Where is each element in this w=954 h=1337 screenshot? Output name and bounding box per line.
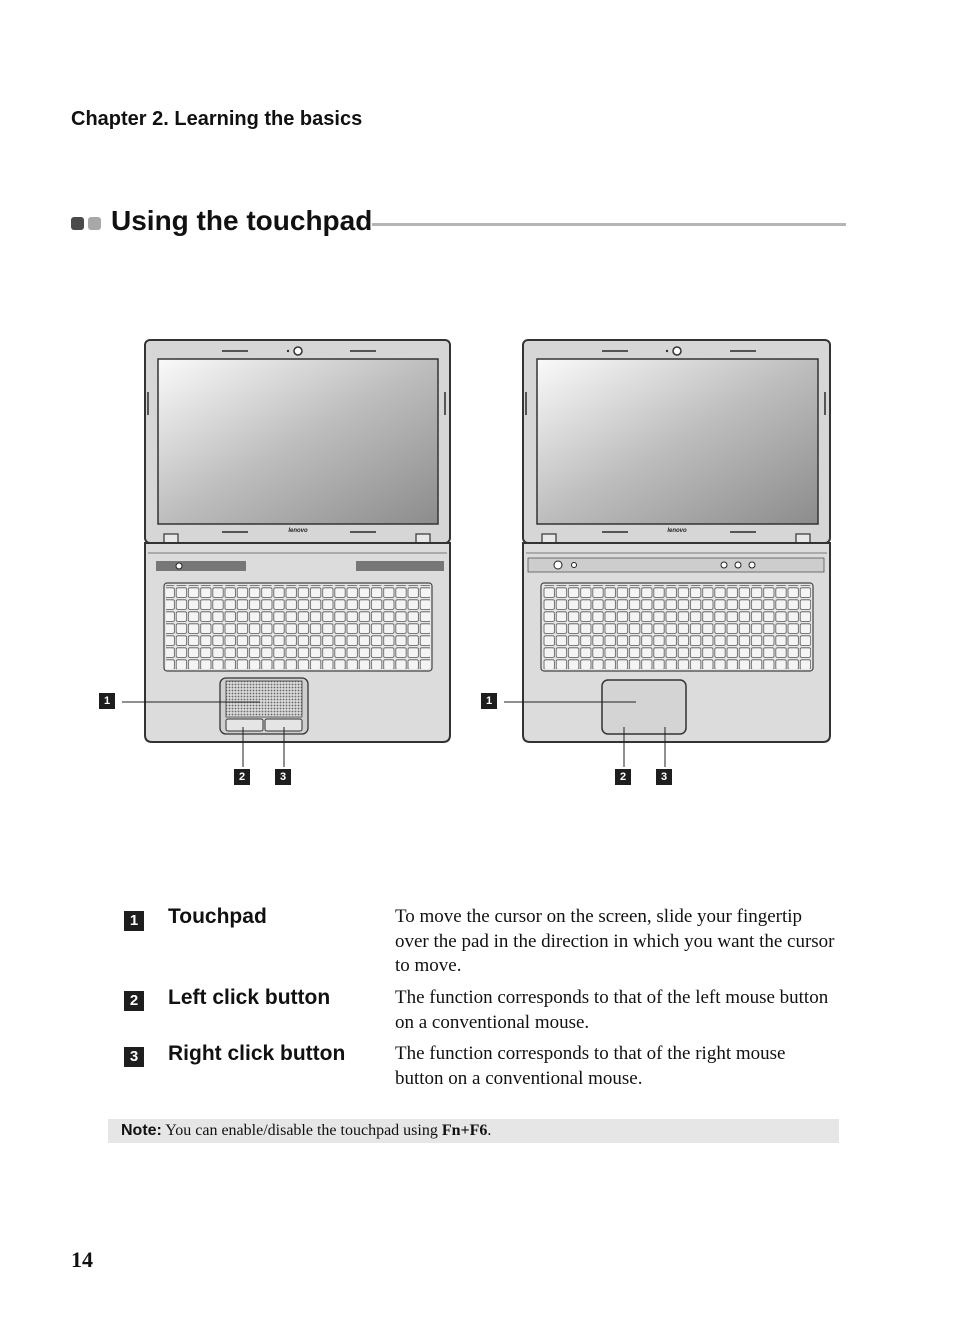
callout-right-click-left: 3 bbox=[275, 769, 291, 785]
legend-term: Left click button bbox=[168, 986, 331, 1009]
laptop-drawing-right bbox=[470, 335, 840, 795]
page-number: 14 bbox=[71, 1247, 93, 1272]
callout-left-click-right: 2 bbox=[615, 769, 631, 785]
callout-left-click-left: 2 bbox=[234, 769, 250, 785]
note-text: You can enable/disable the touchpad using bbox=[165, 1122, 438, 1139]
note-label: Note: bbox=[121, 1122, 162, 1139]
chapter-heading: Chapter 2. Learning the basics bbox=[71, 108, 363, 130]
callout-right-click-right: 3 bbox=[656, 769, 672, 785]
laptop-illustration-right bbox=[470, 335, 840, 800]
legend-number-box: 2 bbox=[124, 991, 144, 1011]
section-header bbox=[71, 203, 846, 243]
laptop-drawing-left bbox=[90, 335, 460, 795]
light-square-icon bbox=[88, 217, 101, 230]
legend-description: To move the cursor on the screen, slide your fingertip over the pad in the direction in which you want the cursor to move. bbox=[395, 906, 835, 976]
note-period: . bbox=[487, 1122, 492, 1139]
legend-term: Right click button bbox=[168, 1042, 346, 1065]
dark-square-icon bbox=[71, 217, 84, 230]
legend-number-box: 1 bbox=[124, 911, 144, 931]
legend-description: The function corresponds to that of the right mouse button on a conventional mouse. bbox=[395, 1043, 786, 1089]
note-box bbox=[108, 1119, 839, 1143]
callout-touchpad-right: 1 bbox=[481, 693, 497, 709]
legend-term: Touchpad bbox=[168, 905, 267, 928]
lenovo-logo: lenovo bbox=[667, 528, 687, 534]
laptop-illustration-left bbox=[90, 335, 460, 800]
callout-touchpad-left: 1 bbox=[99, 693, 115, 709]
note-keys: Fn+F6 bbox=[441, 1122, 488, 1139]
legend-description: The function corresponds to that of the left mouse button on a conventional mouse. bbox=[395, 987, 829, 1033]
section-title: Using the touchpad bbox=[111, 205, 373, 236]
section-rule bbox=[372, 223, 846, 226]
legend-number-box: 3 bbox=[124, 1047, 144, 1067]
lenovo-logo: lenovo bbox=[288, 528, 308, 534]
